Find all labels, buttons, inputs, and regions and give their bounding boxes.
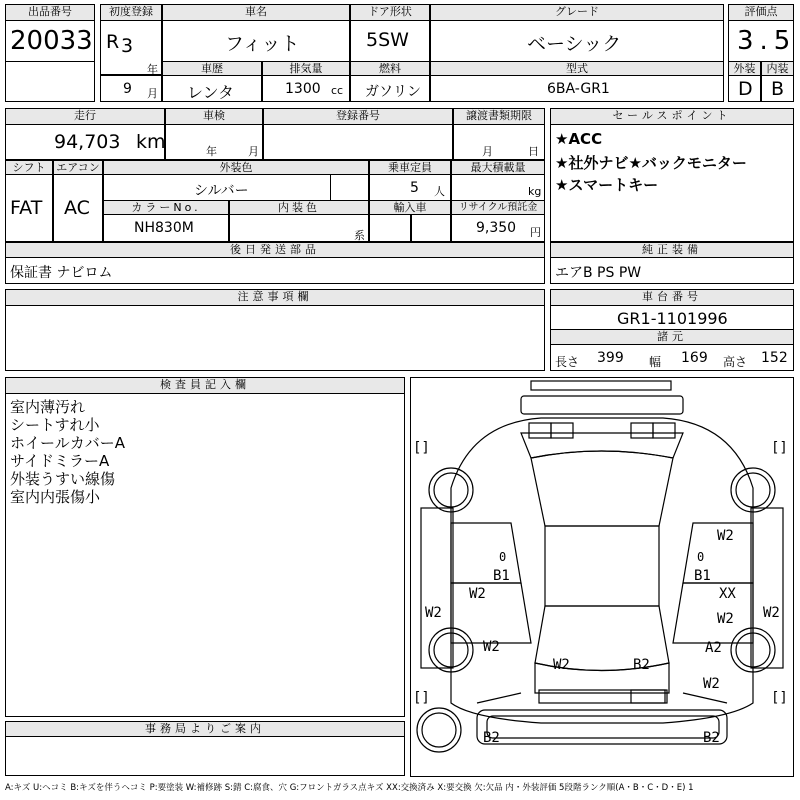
recycle-value <box>451 214 545 242</box>
inspection-value <box>165 124 263 160</box>
model-code: 6BA-GR1 <box>547 81 610 97</box>
height-label: 高さ <box>723 355 748 369</box>
door-type: 5SW <box>366 29 409 51</box>
mileage-value <box>5 124 165 160</box>
cc-unit: cc <box>331 84 344 97</box>
damage-mark: B2 <box>703 730 720 746</box>
damage-mark: W2 <box>763 605 780 621</box>
history: レンタ <box>187 83 234 102</box>
dimensions-label: 諸元 <box>550 329 794 345</box>
month-value <box>100 75 162 102</box>
mileage-label: 走行 <box>5 108 165 125</box>
ext-color-blank <box>330 174 369 201</box>
exterior-grade-label: 外装 <box>728 61 761 76</box>
later-parts-value <box>5 257 545 284</box>
damage-mark: A2 <box>705 640 722 656</box>
int-color-suffix: 系 <box>354 229 365 242</box>
legend: A:キズ U:ヘコミ B:キズを伴うヘコミ P:要塗装 W:補修跡 S:錆 C:腐食、穴 G:フロントガラス点キズ XX:交換済み X:要交換 欠:欠品 内・外装評価 5段階ランク順(A・B・C・D・E) 1 <box>5 783 694 793</box>
model-code-label: 型式 <box>430 61 724 76</box>
score-value <box>728 20 797 62</box>
damage-mark: B2 <box>633 657 650 673</box>
damage-mark: B2 <box>483 730 500 746</box>
color-no-value <box>103 214 229 242</box>
dimensions-value <box>550 344 794 371</box>
damage-mark: W2 <box>703 676 720 692</box>
damage-mark: W2 <box>553 657 570 673</box>
month-unit: 月 <box>147 87 158 100</box>
height: 152 <box>761 350 788 366</box>
aircon: AC <box>64 197 90 219</box>
inspection-month-unit: 月 <box>248 145 259 158</box>
damage-mark: B1 <box>694 568 711 584</box>
capacity-label: 乗車定員 <box>369 160 451 175</box>
recycle-label: リサイクル預託金 <box>451 200 545 215</box>
car-name: フィット <box>225 33 300 55</box>
displacement-value <box>262 75 350 102</box>
fuel-label: 燃料 <box>350 61 430 76</box>
exterior-grade-value <box>728 75 761 102</box>
history-value <box>162 75 262 102</box>
office-info-box <box>5 736 405 776</box>
int-color-label: 内装色 <box>229 200 369 215</box>
damage-mark: W2 <box>717 528 734 544</box>
year-unit: 年 <box>147 63 158 76</box>
damage-mark: 0 <box>697 550 705 564</box>
lot-no-value <box>5 20 95 62</box>
fuel: ガソリン <box>365 84 421 100</box>
interior-grade: B <box>771 78 785 100</box>
import-car-label: 輸入車 <box>369 200 451 215</box>
chassis-no-label: 車台番号 <box>550 289 794 306</box>
later-parts-label: 後日発送部品 <box>5 242 545 258</box>
car-name-label: 車名 <box>162 4 350 21</box>
interior-grade-label: 内装 <box>761 61 794 76</box>
mileage: 94,703 <box>54 131 121 153</box>
reg-month: 9 <box>123 81 132 97</box>
damage-mark: [] <box>771 690 788 706</box>
inspector-notes-label: 検査員記入欄 <box>5 377 405 394</box>
inspector-notes-box <box>5 393 405 717</box>
reg-no-value <box>263 124 453 160</box>
lot-no-label: 出品番号 <box>5 4 95 21</box>
car-diagram-frame <box>410 377 794 777</box>
recycle: 9,350 <box>476 220 517 236</box>
sales-point: ★ACC <box>555 130 603 148</box>
damage-mark: 0 <box>499 550 507 564</box>
damage-mark: W2 <box>469 586 486 602</box>
damage-mark: W2 <box>717 611 734 627</box>
grade-value <box>430 20 724 62</box>
chassis-no-value <box>550 305 794 330</box>
grade-label: グレード <box>430 4 724 21</box>
int-color-value <box>229 214 369 242</box>
exterior-grade: D <box>738 78 753 100</box>
score-label: 評価点 <box>728 4 794 21</box>
transfer-deadline-label: 譲渡書類期限 <box>453 108 545 125</box>
damage-mark: [] <box>413 690 430 706</box>
damage-mark: [] <box>413 440 430 456</box>
inspector-note: シートすれ小 <box>10 416 100 434</box>
later-parts: 保証書 ナビロム <box>10 265 113 281</box>
sales-points-label: セールスポイント <box>550 108 794 125</box>
reg-no-label: 登録番号 <box>263 108 453 125</box>
inspector-note: 室内内張傷小 <box>10 488 101 506</box>
length-label: 長さ <box>555 355 580 369</box>
width-label: 幅 <box>649 355 662 369</box>
grade: ベーシック <box>527 33 622 55</box>
kg-unit: kg <box>528 185 542 198</box>
damage-mark: [] <box>771 440 788 456</box>
lot-no: 20033 <box>10 26 93 56</box>
capacity-value <box>369 174 451 201</box>
era: R <box>106 31 120 53</box>
inspector-note: 室内薄汚れ <box>10 398 86 416</box>
max-load-label: 最大積載量 <box>451 160 545 175</box>
door-type-value <box>350 20 430 62</box>
displacement-label: 排気量 <box>262 61 350 76</box>
width: 169 <box>681 350 708 366</box>
capacity: 5 <box>410 180 419 196</box>
shift-value <box>5 174 53 242</box>
inspector-note: ホイールカバーA <box>10 434 125 452</box>
length: 399 <box>597 350 624 366</box>
transfer-deadline-value <box>453 124 545 160</box>
deadline-month-unit: 月 <box>482 145 493 158</box>
import-car-value-b <box>411 214 451 242</box>
aircon-label: エアコン <box>53 160 103 175</box>
history-label: 車歴 <box>162 61 262 76</box>
sales-point: ★スマートキー <box>555 176 659 194</box>
ext-color: シルバー <box>194 183 249 199</box>
sales-point: ★社外ナビ★バックモニター <box>555 154 747 172</box>
color-no: NH830M <box>134 220 194 236</box>
km-unit: km <box>136 131 166 153</box>
model-code-value <box>430 75 724 102</box>
import-car-value-a <box>369 214 411 242</box>
color-no-label: カラーNo. <box>103 200 229 215</box>
max-load-value <box>451 174 545 201</box>
ext-color-label: 外装色 <box>103 160 369 175</box>
notes-label: 注意事項欄 <box>5 289 545 306</box>
damage-mark: XX <box>719 586 736 602</box>
damage-mark: B1 <box>493 568 510 584</box>
inspection-year-unit: 年 <box>206 145 217 158</box>
inspector-note: サイドミラーA <box>10 452 110 470</box>
genuine-equip: エアB PS PW <box>555 265 642 281</box>
damage-mark: W2 <box>483 639 500 655</box>
genuine-equip-value <box>550 257 794 284</box>
deadline-day-unit: 日 <box>528 145 539 158</box>
shift: FAT <box>10 197 43 219</box>
car-diagram <box>411 378 793 776</box>
first-reg-label: 初度登録 <box>100 4 162 21</box>
inspector-note: 外装うすい線傷 <box>10 470 116 488</box>
damage-mark: W2 <box>425 605 442 621</box>
genuine-equip-label: 純正装備 <box>550 242 794 258</box>
yen-unit: 円 <box>530 226 541 239</box>
first-reg-value <box>100 20 162 75</box>
score: 3.5 <box>737 26 797 56</box>
door-type-label: ドア形状 <box>350 4 430 21</box>
car-name-value <box>162 20 350 62</box>
fuel-value <box>350 75 430 102</box>
aircon-value <box>53 174 103 242</box>
inspection-label: 車検 <box>165 108 263 125</box>
ext-color-value <box>103 174 331 201</box>
shift-label: シフト <box>5 160 53 175</box>
lot-blank <box>5 61 95 102</box>
office-info-label: 事務局よりご案内 <box>5 721 405 737</box>
chassis-no: GR1-1101996 <box>617 309 728 328</box>
displacement: 1300 <box>285 81 321 97</box>
interior-grade-value <box>761 75 794 102</box>
notes-box <box>5 305 545 371</box>
reg-year: 3 <box>121 35 134 57</box>
persons-unit: 人 <box>434 185 445 198</box>
sales-points-box <box>550 124 794 242</box>
